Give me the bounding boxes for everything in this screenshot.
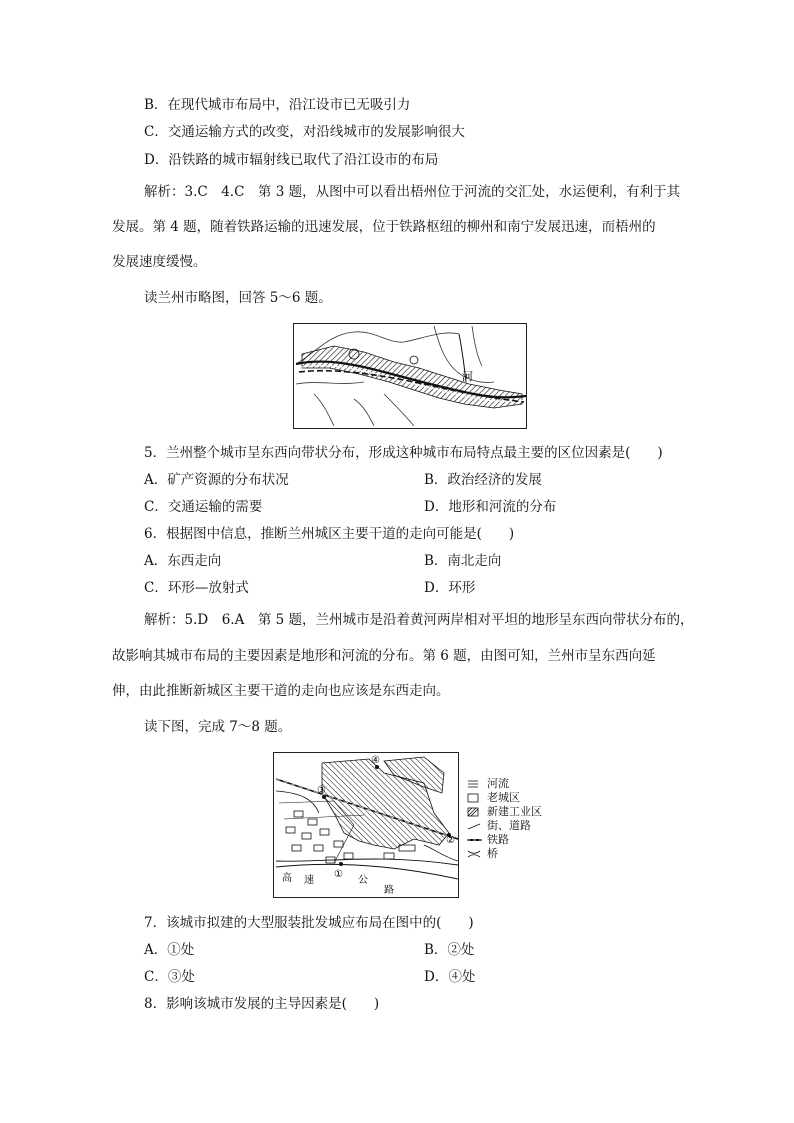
highway-label-3: 公 (358, 875, 368, 886)
analysis-34-line1: 解析：3.C 4.C 第 3 题，从图中可以看出梧州位于河流的交汇处，水运便利，有利于其 (144, 184, 681, 200)
old-town-icon (466, 792, 484, 804)
marker-2: ② (446, 835, 455, 846)
analysis-56-line1: 解析：5.D 6.A 第 5 题，兰州城市是沿着黄河两岸相对平坦的地形呈东西向带状分布的， (144, 612, 694, 628)
q5-option-b: B．政治经济的发展 (424, 472, 542, 488)
marker-3: ③ (317, 785, 326, 796)
river-label: 河 (462, 370, 473, 383)
q7-option-c: C．③处 (144, 969, 195, 985)
q5-option-a: A．矿产资源的分布状况 (144, 472, 289, 488)
q4-option-d: D．沿铁路的城市辐射线已取代了沿江设市的布局 (144, 152, 439, 168)
q4-option-c: C．交通运输方式的改变，对沿线城市的发展影响很大 (144, 124, 465, 140)
intro-5-6: 读兰州市略图，回答 5～6 题。 (144, 290, 332, 306)
street-icon (466, 820, 484, 832)
q4-option-b: B．在现代城市布局中，沿江设市已无吸引力 (144, 97, 411, 113)
map-legend (466, 777, 542, 861)
q6-stem: 6．根据图中信息，推断兰州城区主要干道的走向可能是( ) (144, 526, 515, 542)
analysis-34-line2: 发展。第 4 题，随着铁路运输的迅速发展，位于铁路枢纽的柳州和南宁发展迅速，而梧州的 (112, 219, 656, 235)
q6-option-b: B．南北走向 (424, 553, 502, 569)
q6-option-d: D．环形 (424, 580, 476, 596)
highway-label-1: 高 (282, 873, 292, 884)
intro-7-8: 读下图，完成 7～8 题。 (144, 719, 292, 735)
q6-option-c: C．环形—放射式 (144, 580, 249, 596)
q7-option-a: A．①处 (144, 942, 195, 958)
marker-4: ④ (371, 755, 380, 766)
legend-railway: 铁路 (466, 833, 542, 847)
city-layout-map (273, 752, 459, 898)
railway-icon (466, 834, 484, 846)
legend-old-town: 老城区 (466, 791, 542, 805)
q6-option-a: A．东西走向 (144, 553, 222, 569)
bridge-icon (466, 848, 484, 860)
analysis-56-line2: 故影响其城市布局的主要因素是地形和河流的分布。第 6 题，由图可知，兰州市呈东西向延 (112, 648, 656, 664)
legend-street: 街、道路 (466, 819, 542, 833)
industrial-zone-icon (466, 806, 484, 818)
lanzhou-sketch-map (293, 323, 527, 429)
q5-option-c: C．交通运输的需要 (144, 499, 263, 515)
q7-option-d: D．④处 (424, 969, 476, 985)
highway-label-2: 速 (304, 875, 314, 886)
q5-option-d: D．地形和河流的分布 (424, 499, 557, 515)
analysis-56-line3: 伸，由此推断新城区主要干道的走向也应该是东西走向。 (112, 683, 450, 699)
legend-river: 河流 (466, 777, 542, 791)
q7-stem: 7．该城市拟建的大型服装批发城应布局在图中的( ) (144, 915, 474, 931)
q7-option-b: B．②处 (424, 942, 475, 958)
legend-bridge: 桥 (466, 847, 542, 861)
q5-stem: 5．兰州整个城市呈东西向带状分布，形成这种城市布局特点最主要的区位因素是( ) (144, 445, 663, 461)
q8-stem: 8．影响该城市发展的主导因素是( ) (144, 996, 380, 1012)
marker-1: ① (334, 869, 343, 880)
legend-industrial: 新建工业区 (466, 805, 542, 819)
analysis-34-line3: 发展速度缓慢。 (112, 254, 207, 270)
river-icon (466, 778, 484, 790)
highway-label-4: 路 (384, 885, 394, 896)
